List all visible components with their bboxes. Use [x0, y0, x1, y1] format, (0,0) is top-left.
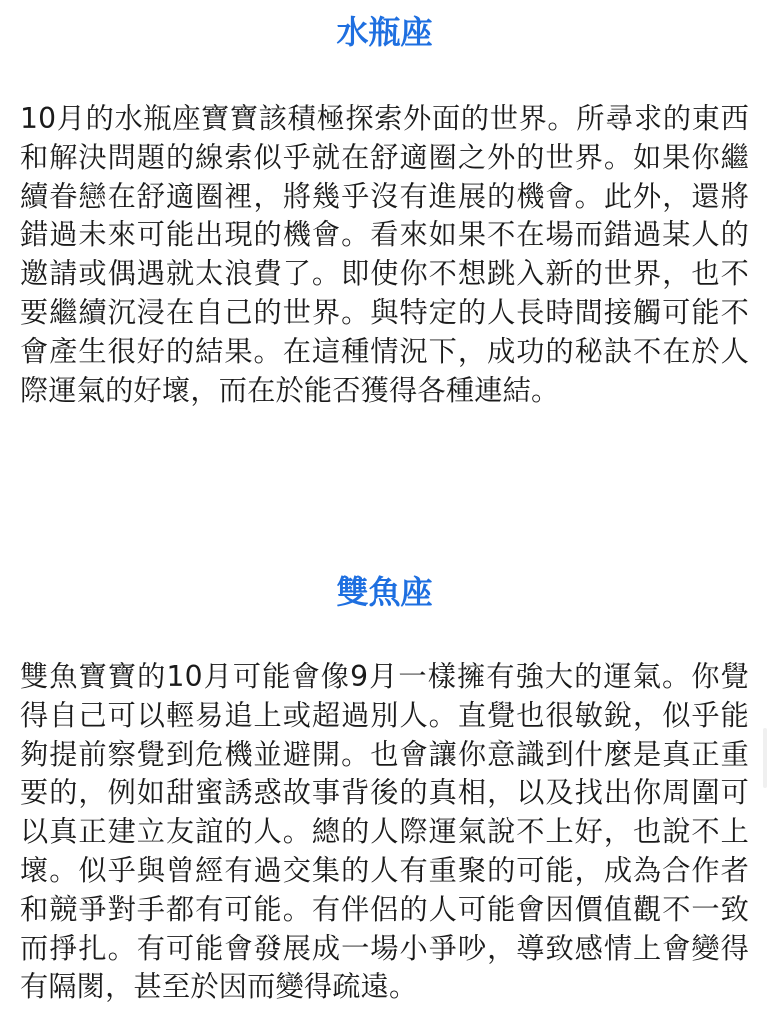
scrollbar[interactable] [763, 728, 767, 788]
pisces-section [0, 560, 769, 1007]
aquarius-title: 水瓶座 [336, 13, 433, 51]
aquarius-description: 10月的水瓶座寶寶該積極探索外面的世界。所尋求的東西和解決問題的線索似乎就在舒適圈之外的世界。如果你繼續眷戀在舒適圈裡，將幾乎沒有進展的機會。此外，還將錯過未來可能出現的機會。看來如果不在場而錯過某人的邀請或偶遇就太浪費了。即使你不想跳入新的世界，也不要繼續沉浸在自己的世界。與特定的人長時間接觸可能不會產生很好的結果。在這種情況下，成功的秘訣不在於人際運氣的好壞，而在於能否獲得各種連結。 [20, 102, 749, 407]
pisces-title: 雙魚座 [336, 573, 433, 611]
pisces-description: 雙魚寶寶的10月可能會像9月一樣擁有強大的運氣。你覺得自己可以輕易追上或超過別人。直覺也很敏銳，似乎能夠提前察覺到危機並避開。也會讓你意識到什麼是真正重要的，例如甜蜜誘惑故事背後的真相，以及找出你周圍可以真正建立友誼的人。總的人際運氣說不上好，也說不上壞。似乎與曾經有過交集的人有重聚的可能，成為合作者和競爭對手都有可能。有伴侶的人可能會因價值觀不一致而掙扎。有可能會發展成一場小爭吵，導致感情上會變得有隔閡，甚至於因而變得疏遠。 [20, 660, 749, 1004]
aquarius-section [0, 0, 769, 410]
